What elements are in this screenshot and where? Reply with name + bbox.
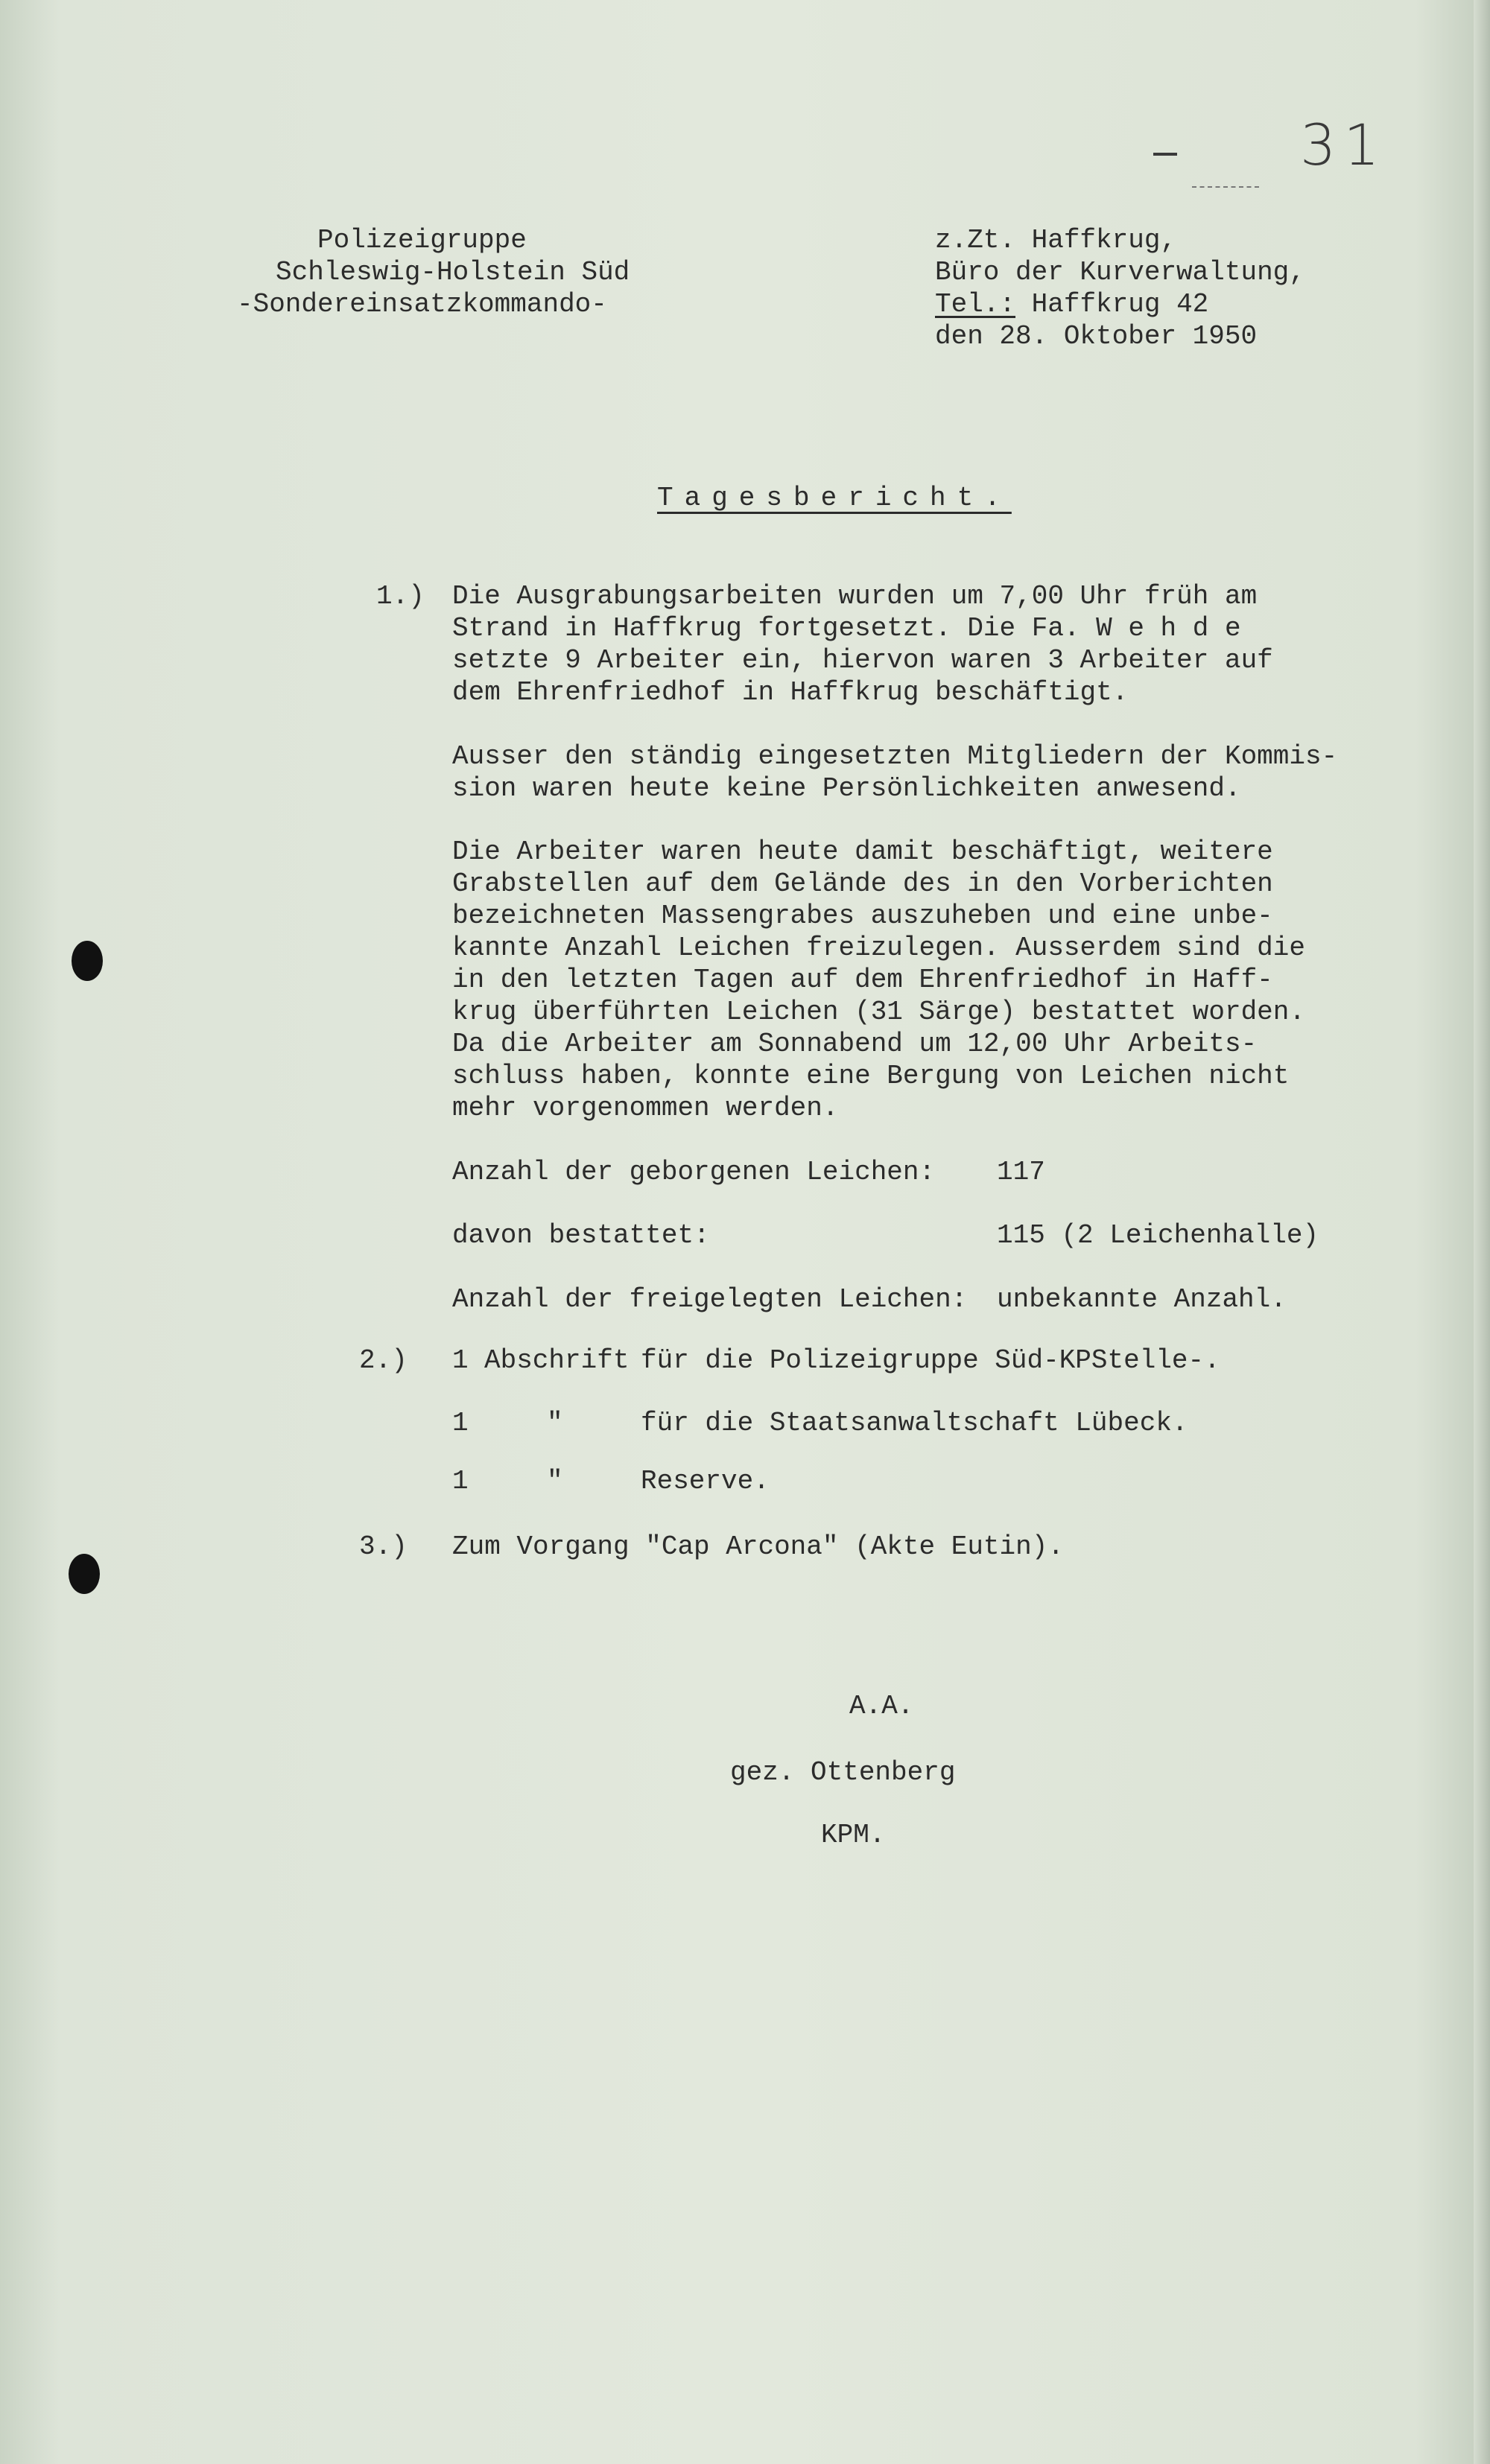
distribution-row-1-text: für die Polizeigruppe Süd-KPStelle-. xyxy=(641,1345,1220,1376)
stat-label-buried: davon bestattet: xyxy=(452,1220,710,1251)
stat-value-recovered: 117 xyxy=(997,1157,1045,1187)
item-1-p1-line-2: Strand in Haffkrug fortgesetzt. Die Fa. W e h d e xyxy=(452,613,1241,644)
document-title: Tagesbericht. xyxy=(657,483,1012,513)
item-1-p3-line-6: krug überführten Leichen (31 Särge) bestattet worden. xyxy=(452,997,1305,1027)
item-1-p2-line-2: sion waren heute keine Persönlichkeiten anwesend. xyxy=(452,773,1241,804)
telephone-line xyxy=(935,289,1208,320)
item-1-p3-line-2: Grabstellen auf dem Gelände des in den Vorberichten xyxy=(452,869,1273,899)
telephone-value: Haffkrug 42 xyxy=(1015,289,1209,320)
signature-line-3: KPM. xyxy=(821,1820,886,1850)
item-1-number: 1.) xyxy=(376,581,425,612)
stat-label-exposed: Anzahl der freigelegten Leichen: xyxy=(452,1284,968,1315)
stat-value-buried: 115 (2 Leichenhalle) xyxy=(997,1220,1319,1251)
location-line-2: Büro der Kurverwaltung, xyxy=(935,257,1305,288)
item-2-number: 2.) xyxy=(359,1345,408,1376)
punch-hole-top xyxy=(72,941,103,981)
item-1-p2-line-1: Ausser den ständig eingesetzten Mitgliedern der Kommis- xyxy=(452,741,1338,772)
item-1-p3-line-5: in den letzten Tagen auf dem Ehrenfriedhof in Haff- xyxy=(452,965,1273,995)
item-1-p3-line-8: schluss haben, konnte eine Bergung von Leichen nicht xyxy=(452,1061,1290,1091)
item-1-p3-line-7: Da die Arbeiter am Sonnabend um 12,00 Uhr Arbeits- xyxy=(452,1029,1258,1059)
sender-line-1: Polizeigruppe xyxy=(317,225,527,255)
item-3-text: Zum Vorgang "Cap Arcona" (Akte Eutin). xyxy=(452,1531,1064,1562)
paper-edge xyxy=(1474,0,1490,2464)
item-1-p3-line-3: bezeichneten Massengrabes auszuheben und eine unbe- xyxy=(452,901,1273,931)
distribution-row-2-ditto: " xyxy=(547,1408,563,1438)
punch-hole-bottom xyxy=(69,1554,100,1594)
distribution-row-2-count: 1 xyxy=(452,1408,469,1438)
item-3-number: 3.) xyxy=(359,1531,408,1562)
stat-label-recovered: Anzahl der geborgenen Leichen: xyxy=(452,1157,936,1187)
distribution-row-3-text: Reserve. xyxy=(641,1466,770,1496)
date-line: den 28. Oktober 1950 xyxy=(935,321,1258,352)
telephone-label: Tel.: xyxy=(935,289,1016,320)
item-1-p3-line-9: mehr vorgenommen werden. xyxy=(452,1093,839,1123)
distribution-row-3-ditto: " xyxy=(547,1466,563,1496)
item-1-p1-line-1: Die Ausgrabungsarbeiten wurden um 7,00 Uhr früh am xyxy=(452,581,1258,612)
item-1-p3-line-4: kannte Anzahl Leichen freizulegen. Ausserdem sind die xyxy=(452,933,1305,963)
distribution-row-1-kind: Abschrift xyxy=(484,1345,630,1376)
page-number: 31 xyxy=(1300,112,1387,178)
item-1-p3-line-1: Die Arbeiter waren heute damit beschäftigt, weitere xyxy=(452,836,1273,867)
sender-line-3: -Sondereinsatzkommando- xyxy=(237,289,607,320)
signature-line-1: A.A. xyxy=(849,1691,914,1721)
signature-line-2: gez. Ottenberg xyxy=(730,1757,956,1788)
page-mark-dashes xyxy=(1192,186,1259,188)
item-1-p1-line-3: setzte 9 Arbeiter ein, hiervon waren 3 Arbeiter auf xyxy=(452,645,1273,676)
sender-line-2: Schleswig-Holstein Süd xyxy=(276,257,630,288)
distribution-row-1-count: 1 xyxy=(452,1345,469,1376)
location-line-1: z.Zt. Haffkrug, xyxy=(935,225,1177,255)
item-1-p1-line-4: dem Ehrenfriedhof in Haffkrug beschäftigt. xyxy=(452,677,1129,708)
distribution-row-3-count: 1 xyxy=(452,1466,469,1496)
page-mark xyxy=(1153,153,1177,156)
distribution-row-2-text: für die Staatsanwaltschaft Lübeck. xyxy=(641,1408,1188,1438)
stat-value-exposed: unbekannte Anzahl. xyxy=(997,1284,1287,1315)
